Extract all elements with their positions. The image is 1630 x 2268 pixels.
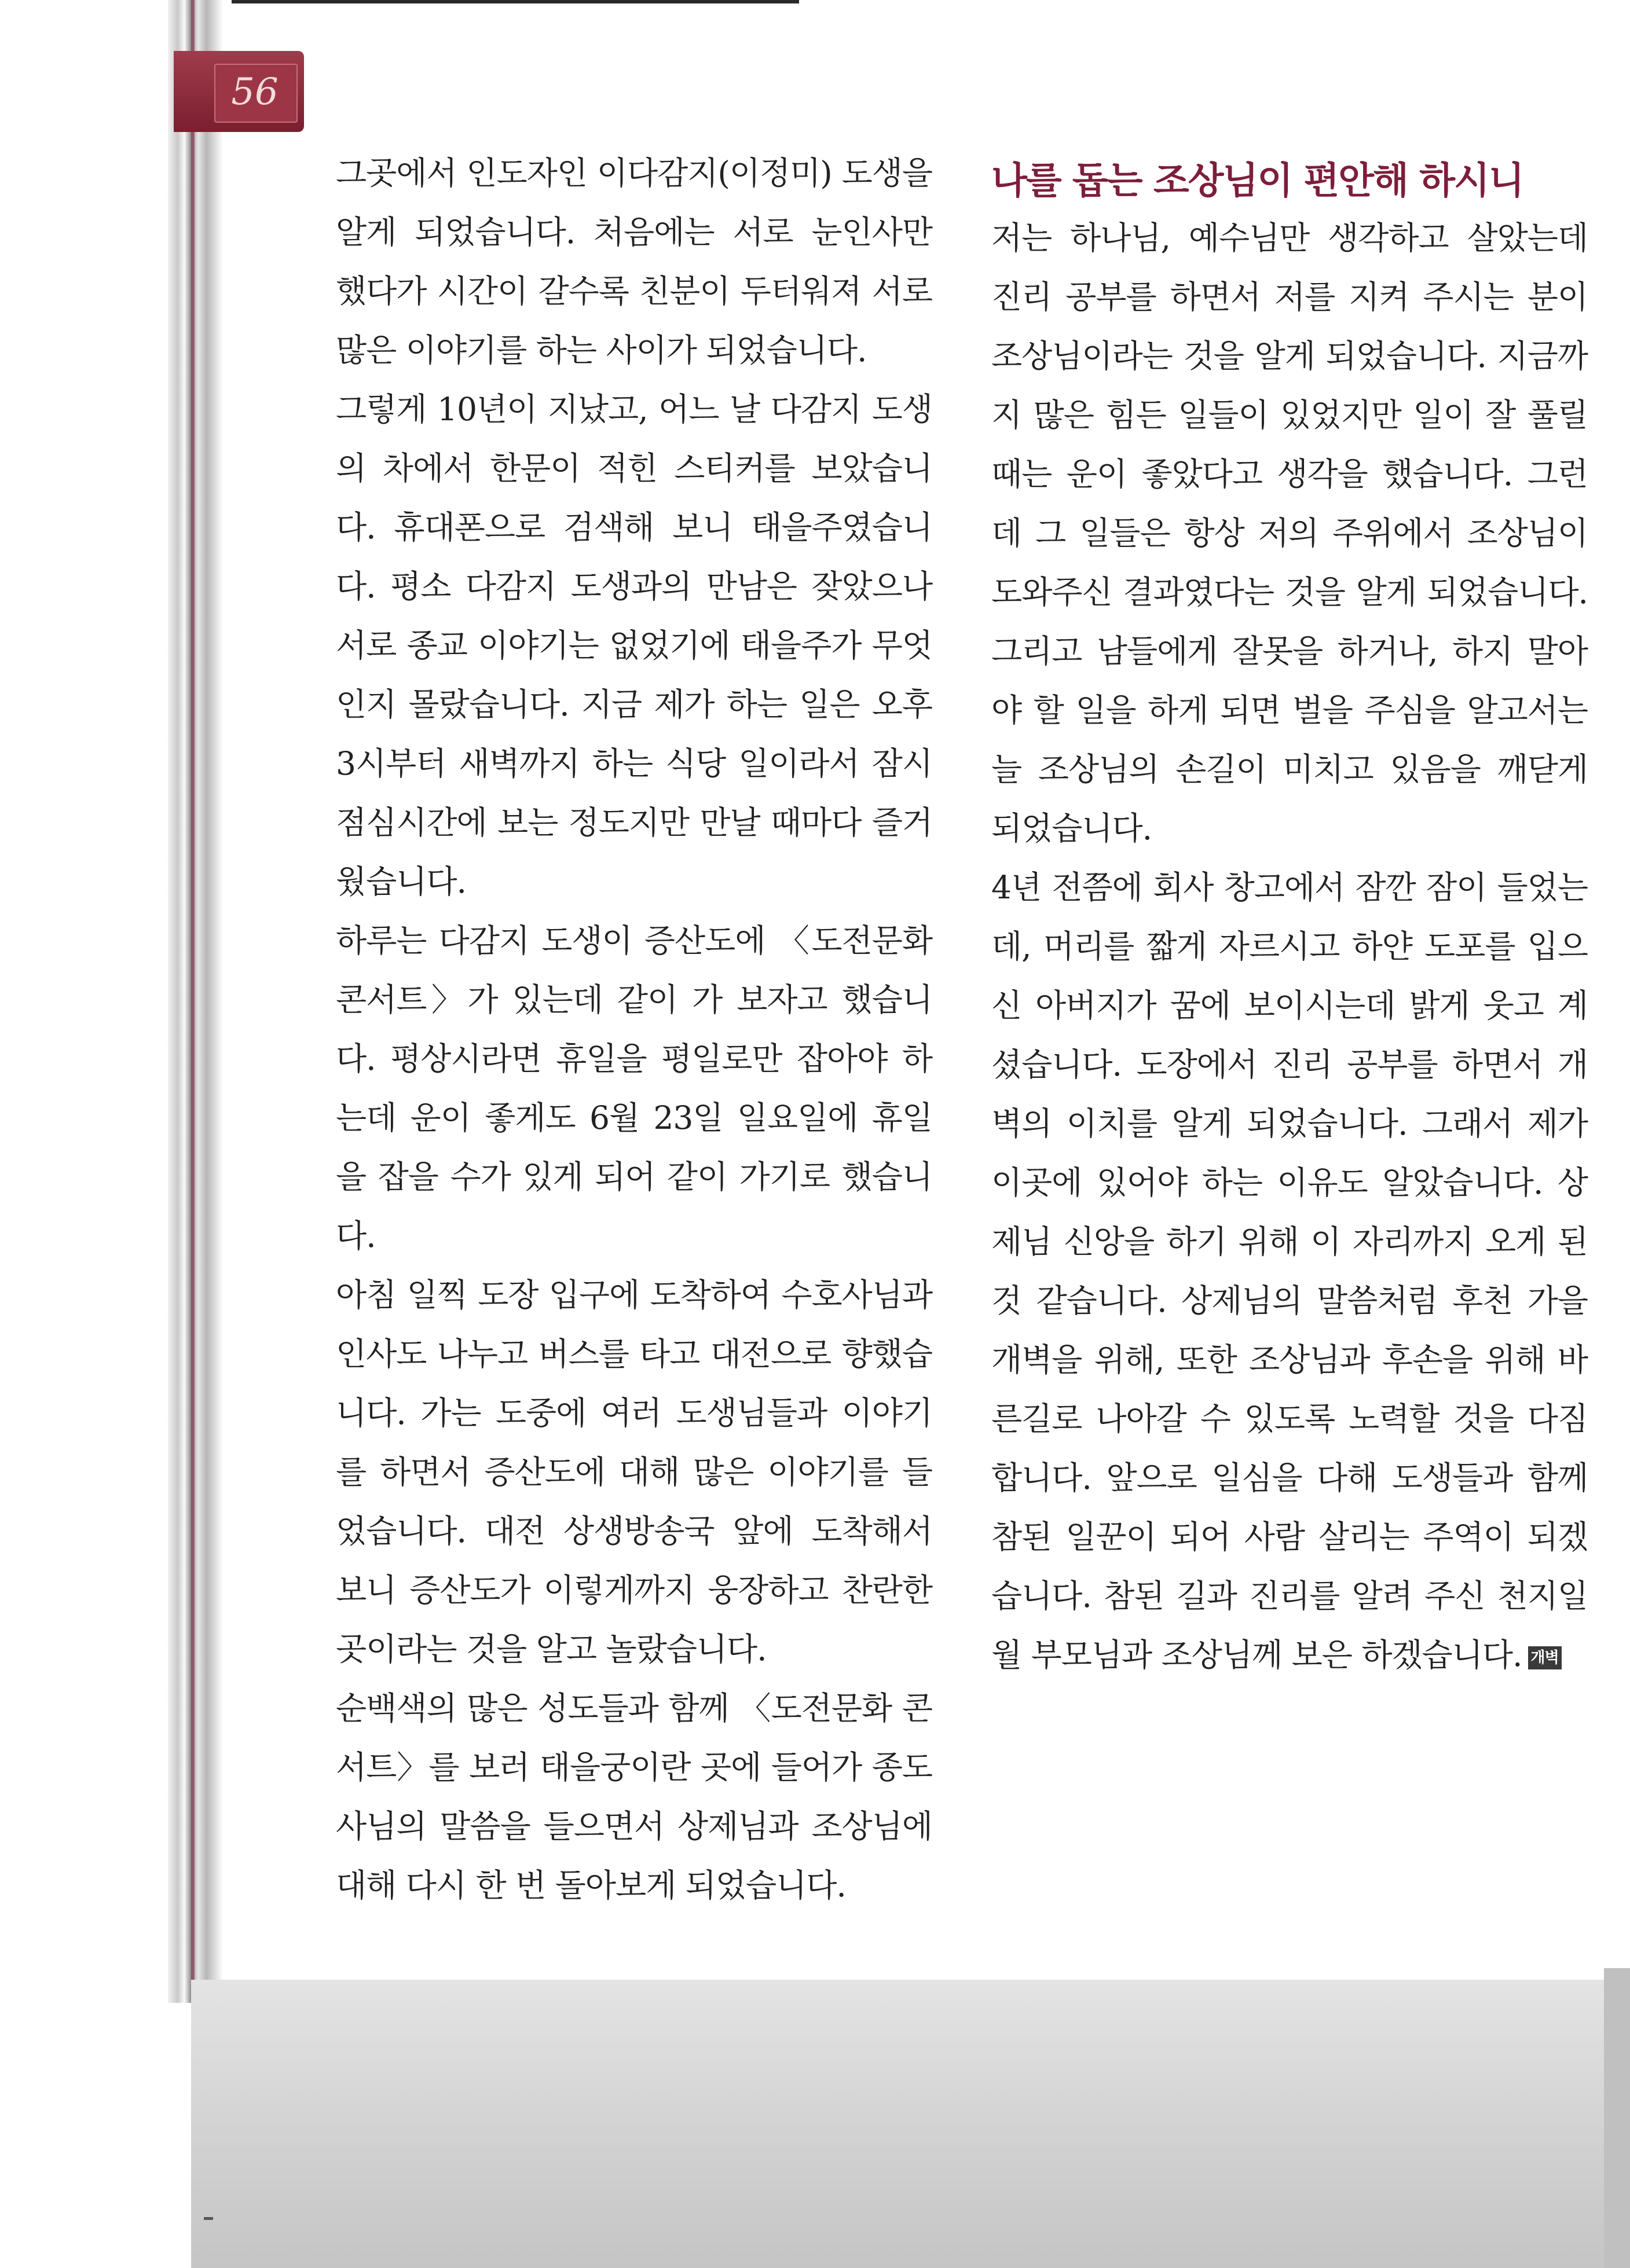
section-heading: 나를 돕는 조상님이 편안해 하시니 bbox=[991, 160, 1523, 203]
paragraph-text: 4년 전쯤에 회사 창고에서 잠깐 잠이 들었는데, 머리를 짧게 자르시고 하얀 도포를 입으신 아버지가 꿈에 보이시는데 밝게 웃고 계셨습니다. 도장에서 진리 공부를 하면서 개벽의 이치를 알게 되었습니다. 그래서 제가 이곳에 있어야 하는 이유도 알았습니다. 상제님 신앙을 하기 위해 이 자리까지 오게 된 것 같습니다. 상제님의 말씀처럼 후천 가을개벽을 위해, 또한 조상님과 후손을 위해 바른길로 나아갈 수 있도록 노력할 것을 다짐합니다. 앞으로 일심을 다해 도생들과 함께 참된 일꾼이 되어 사람 살리는 주역이 되겠습니다. 참된 길과 진리를 알려 주신 천지일월 부모님과 조상님께 보은 하겠습니다. bbox=[991, 869, 1588, 1674]
right-column bbox=[991, 155, 1588, 1685]
paragraph: 아침 일찍 도장 입구에 도착하여 수호사님과 인사도 나누고 버스를 타고 대전으로 향했습니다. 가는 도중에 여러 도생님들과 이야기를 하면서 증산도에 대해 많은 이야기를 들었습니다. 대전 상생방송국 앞에 도착해서 보니 증산도가 이렇게까지 웅장하고 찬란한 곳이라는 것을 알고 놀랐습니다. bbox=[336, 1276, 932, 1668]
top-rule bbox=[232, 0, 799, 3]
paragraph: 하루는 다감지 도생이 증산도에 〈도전문화 콘서트〉가 있는데 같이 가 보자고 했습니다. 평상시라면 휴일을 평일로만 잡아야 하는데 운이 좋게도 6월 23일 일요일에 휴일을 잡을 수가 있게 되어 같이 가기로 했습니다. bbox=[336, 922, 932, 1254]
paragraph: 그곳에서 인도자인 이다감지(이정미) 도생을 알게 되었습니다. 처음에는 서로 눈인사만 했다가 시간이 갈수록 친분이 두터워져 서로 많은 이야기를 하는 사이가 되었습니다. bbox=[336, 155, 932, 369]
left-column bbox=[336, 144, 932, 1915]
paragraph: 그렇게 10년이 지났고, 어느 날 다감지 도생의 차에서 한문이 적힌 스티커를 보았습니다. 휴대폰으로 검색해 보니 태을주였습니다. 평소 다감지 도생과의 만남은 잦았으나 서로 종교 이야기는 없었기에 태을주가 무엇인지 몰랐습니다. 지금 제가 하는 일은 오후 3시부터 새벽까지 하는 식당 일이라서 잠시 점심시간에 보는 정도지만 만날 때마다 즐거웠습니다. bbox=[336, 391, 932, 900]
page-binding-edge bbox=[168, 0, 223, 2003]
binding-stripe bbox=[191, 0, 195, 2003]
scan-speck bbox=[204, 2217, 213, 2220]
scan-shadow bbox=[191, 1980, 1630, 2268]
end-mark-icon: 개벽 bbox=[1528, 1646, 1562, 1669]
page-number: 56 bbox=[231, 71, 279, 113]
scan-shadow-edge bbox=[1604, 1968, 1630, 2268]
paragraph: 저는 하나님, 예수님만 생각하고 살았는데 진리 공부를 하면서 저를 지켜 주시는 분이 조상님이라는 것을 알게 되었습니다. 지금까지 많은 힘든 일들이 있었지만 일이 잘 풀릴 때는 운이 좋았다고 생각을 했습니다. 그런데 그 일들은 항상 저의 주위에서 조상님이 도와주신 결과였다는 것을 알게 되었습니다. 그리고 남들에게 잘못을 하거나, 하지 말아야 할 일을 하게 되면 벌을 주심을 알고서는 늘 조상님의 손길이 미치고 있음을 깨닫게 되었습니다. bbox=[991, 219, 1588, 847]
paragraph-last bbox=[991, 858, 1588, 1685]
paragraph: 순백색의 많은 성도들과 함께 〈도전문화 콘서트〉를 보러 태을궁이란 곳에 들어가 종도사님의 말씀을 들으면서 상제님과 조상님에 대해 다시 한 번 돌아보게 되었습니다. bbox=[336, 1690, 932, 1904]
